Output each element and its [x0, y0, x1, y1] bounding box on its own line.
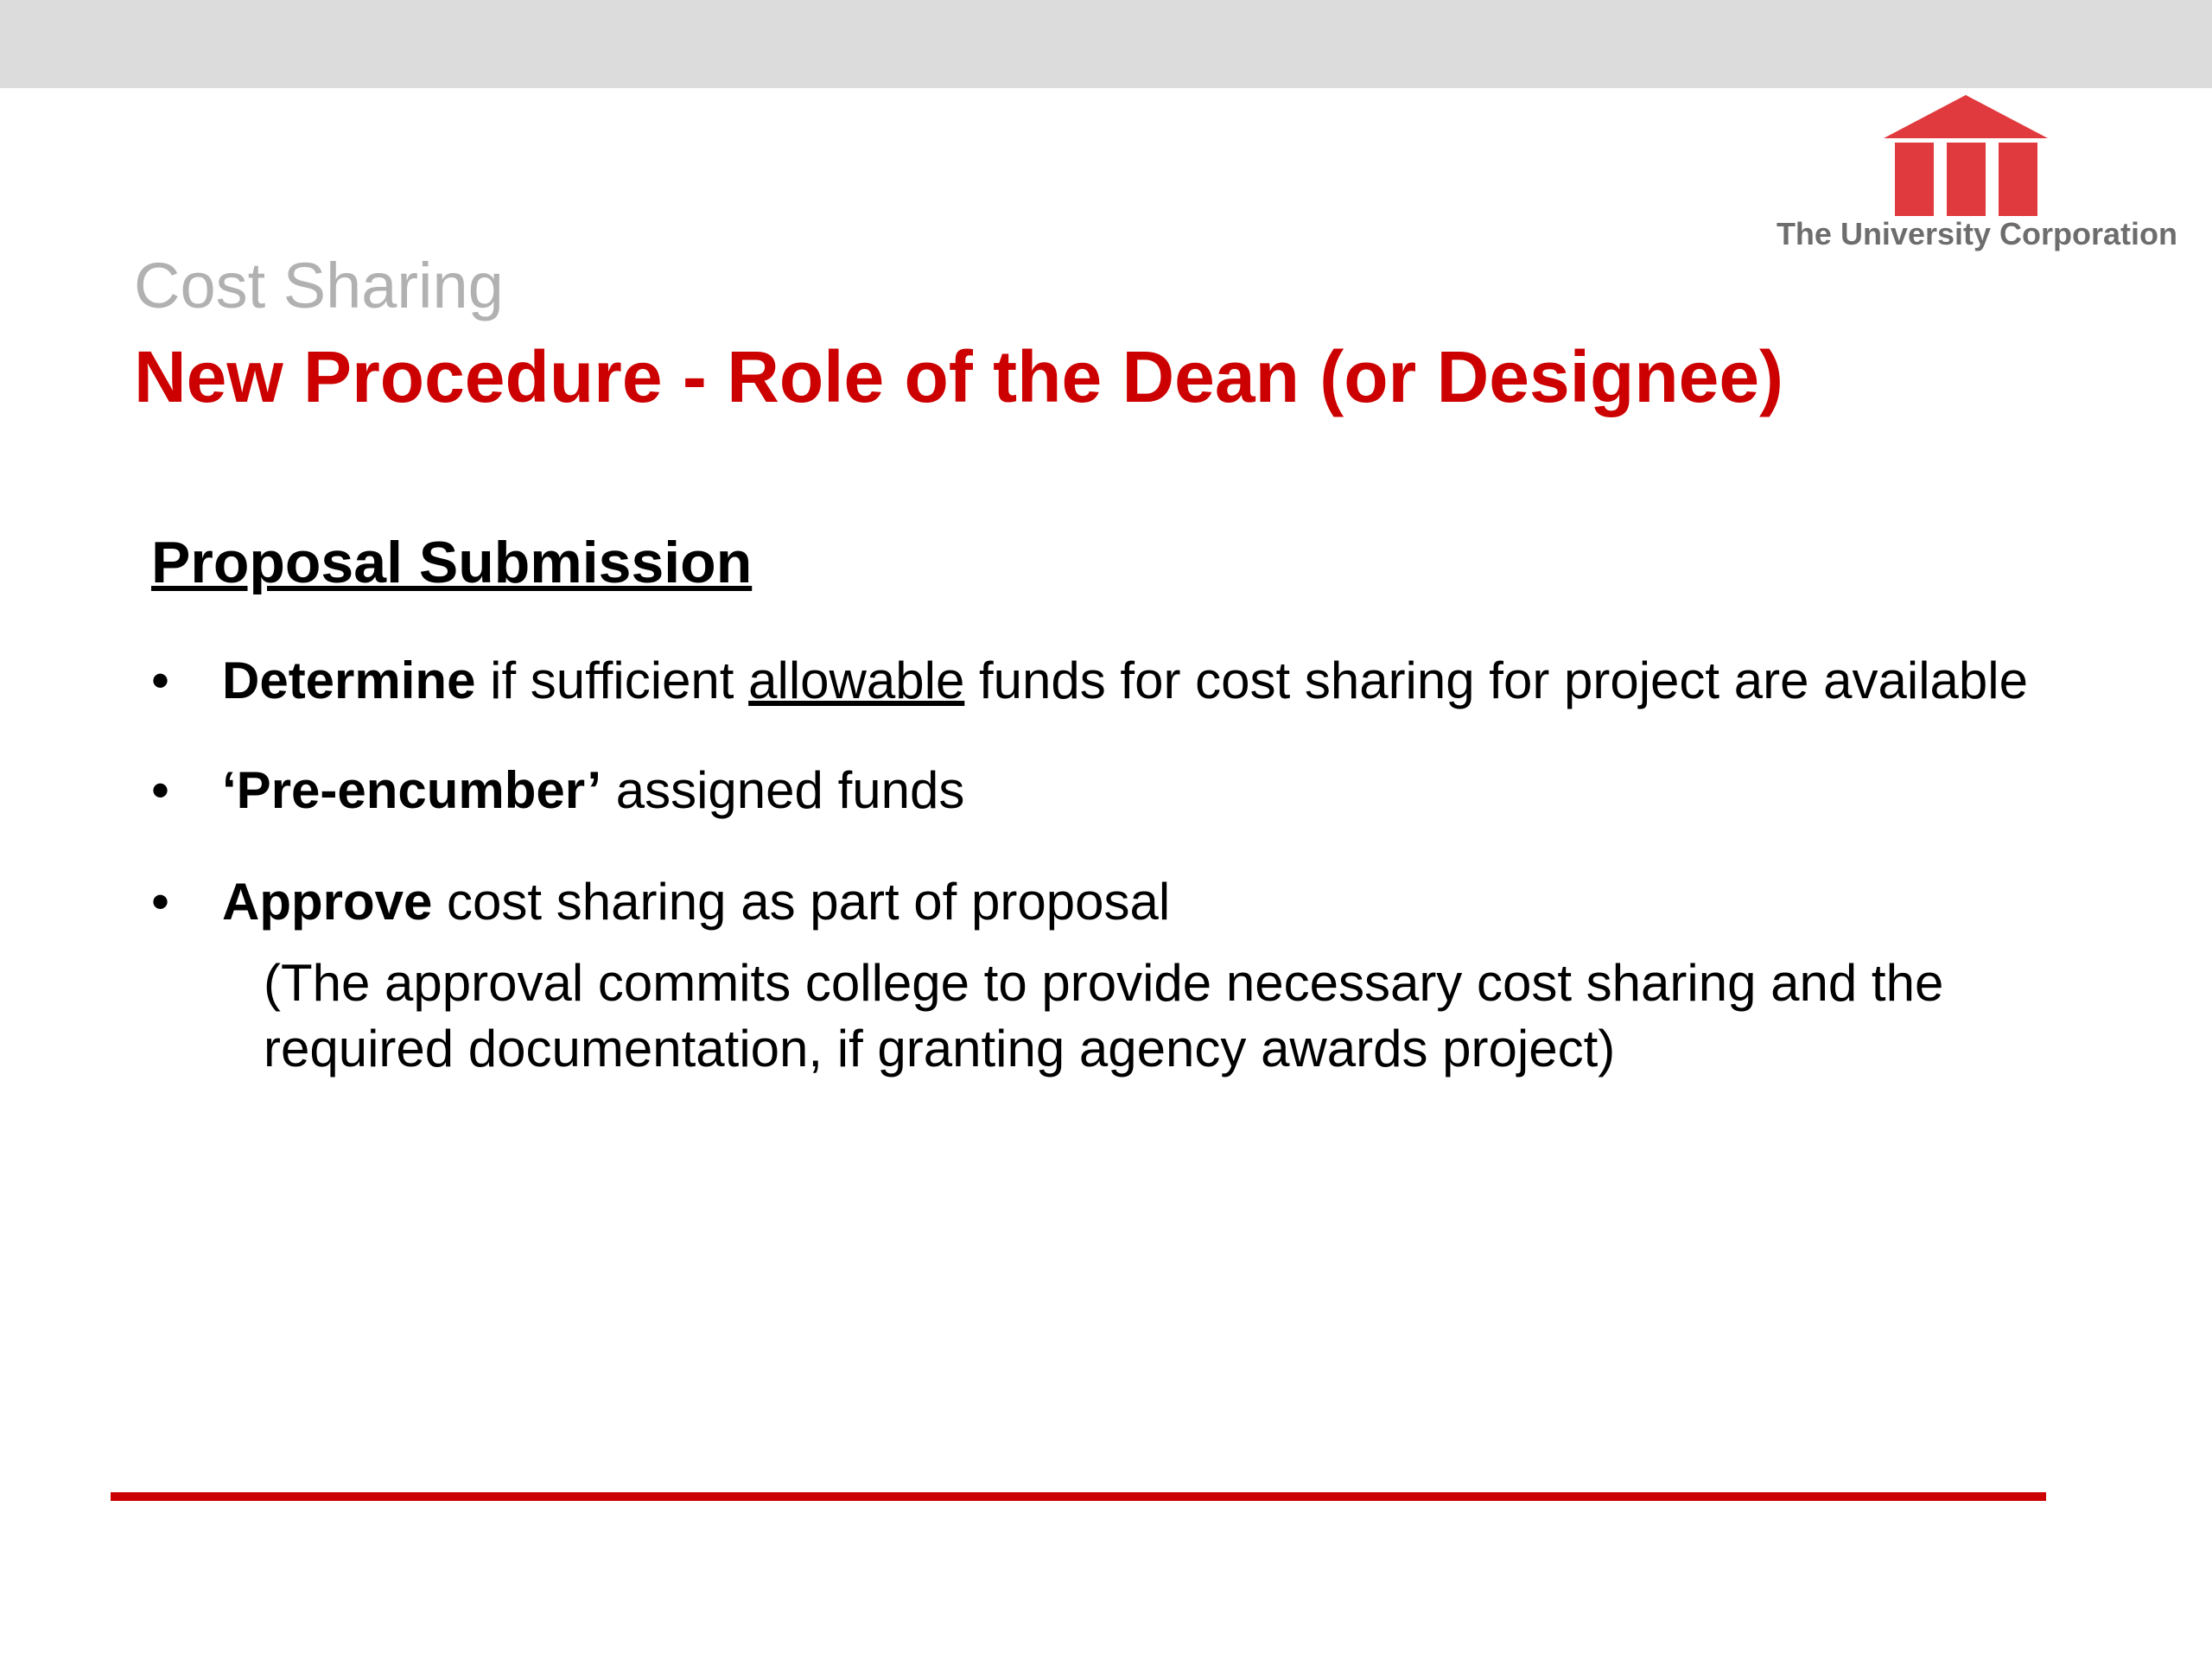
bullet-dot: • — [151, 761, 170, 819]
bullet-bold: Determine — [222, 652, 476, 709]
top-band — [0, 0, 2212, 88]
approval-note: (The approval commits college to provide necessary cost sharing and the required documentation, if granting agency awards project) — [264, 954, 1944, 1077]
bullet-dot: • — [151, 652, 170, 709]
bullet-underlined: allowable — [748, 652, 965, 709]
bullet-dot: • — [151, 873, 170, 931]
slide-subtitle: Cost Sharing — [134, 250, 504, 321]
footer-rule — [111, 1492, 2046, 1501]
logo-text: The University Corporation — [1776, 216, 2177, 251]
bullet-text: assigned funds — [601, 761, 965, 819]
bullet-item-determine — [151, 648, 2052, 714]
bullet-bold: ‘Pre-encumber’ — [222, 761, 602, 819]
bullet-text: funds for cost sharing for project are available — [964, 652, 2028, 709]
bullet-list — [151, 648, 2052, 1082]
bullet-item-approve — [151, 869, 2052, 935]
university-building-icon — [1879, 95, 2052, 216]
bullet-item-pre-encumber — [151, 758, 2052, 823]
bullet-text: cost sharing as part of proposal — [432, 873, 1171, 931]
university-logo — [1745, 95, 2177, 259]
bullet-bold: Approve — [222, 873, 433, 931]
bullet-text: if sufficient — [475, 652, 749, 709]
section-heading: Proposal Submission — [151, 530, 753, 595]
slide-title: New Procedure - Role of the Dean (or Designee) — [134, 336, 1784, 417]
